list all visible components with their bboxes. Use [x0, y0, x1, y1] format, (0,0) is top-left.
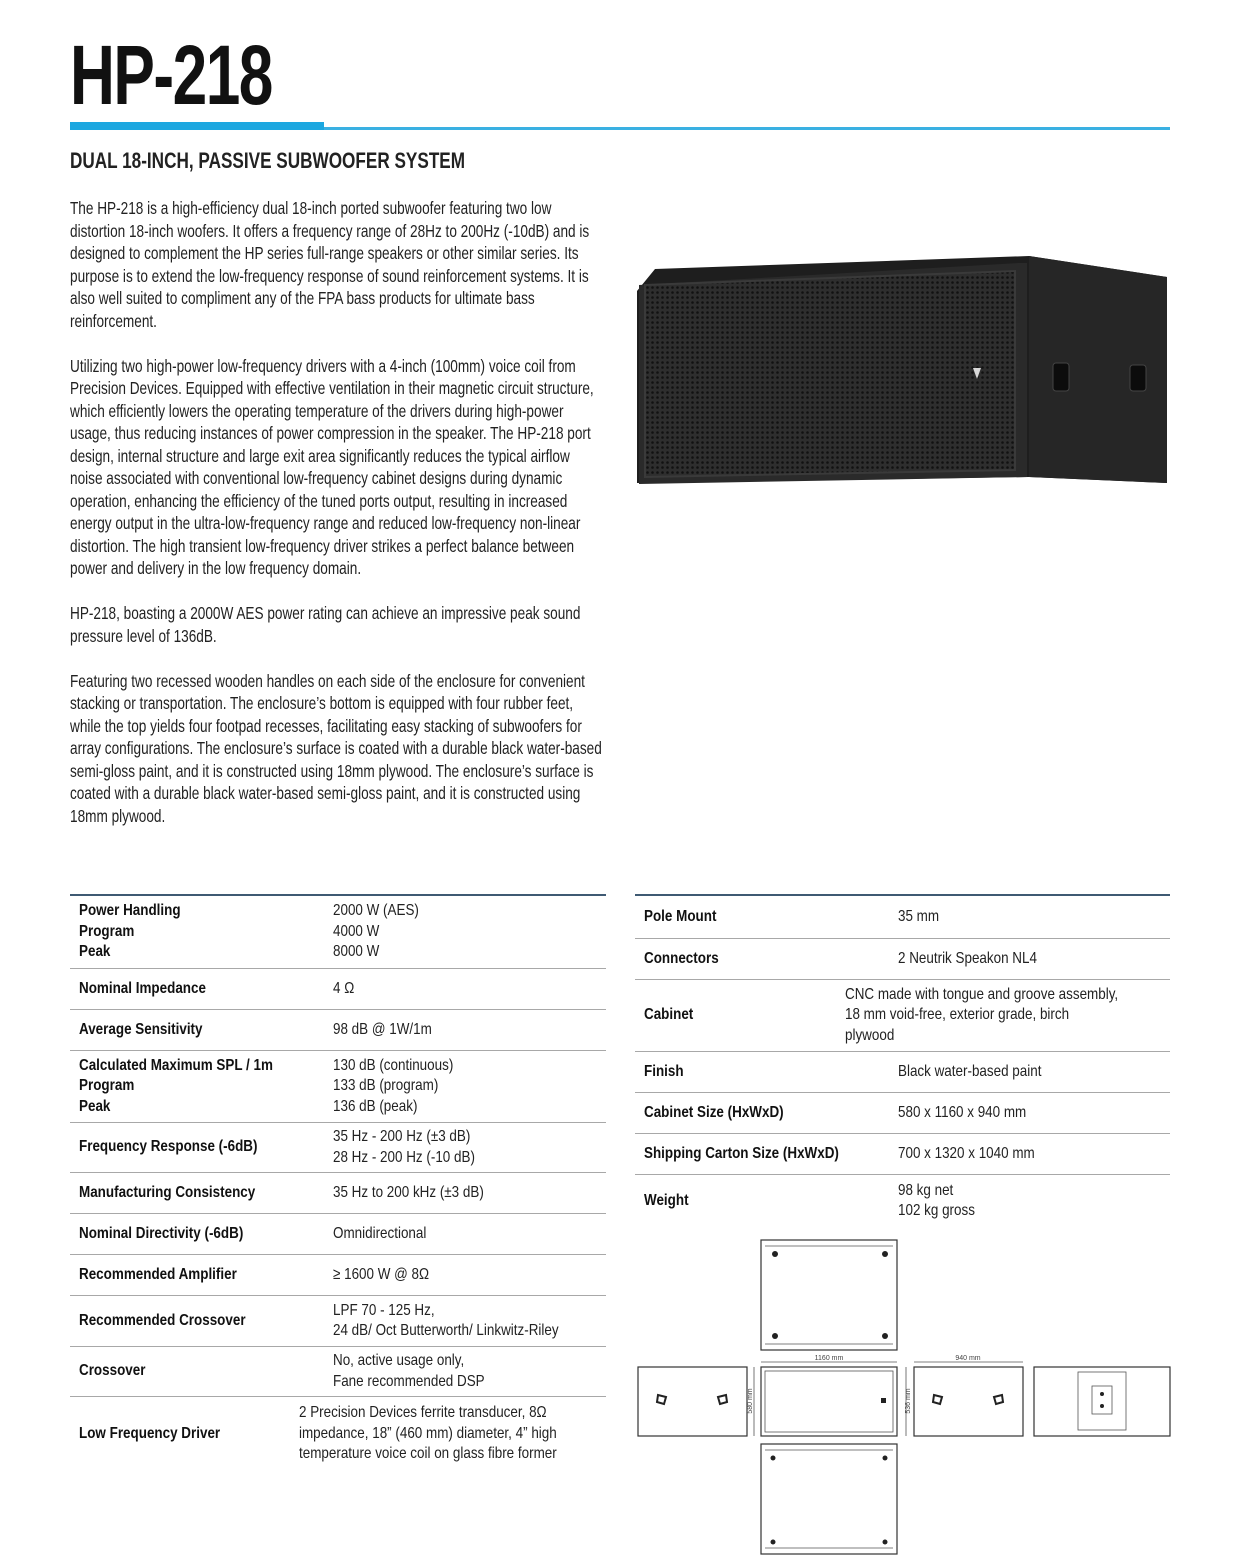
spec-row-cabinet — [635, 980, 1170, 1052]
spec-value: 28 Hz - 200 Hz (-10 dB) — [333, 1148, 475, 1166]
side-view-left — [638, 1367, 747, 1436]
spec-label: Cabinet Size (HxWxD) — [644, 1103, 784, 1121]
spec-value: 700 x 1320 x 1040 mm — [898, 1144, 1035, 1162]
description-paragraph: The HP-218 is a high-efficiency dual 18-inch ported subwoofer featuring two low distortion 18-inch woofers. It offers a frequency range of 28Hz to 200Hz (-10dB) and is designed to complement the HP series full-range speakers or other similar series. Its purpose is to extend the low-frequency response of sound reinforcement systems. It is also well suited to compliment any of the FPA bass products for ultimate bass reinforcement. — [70, 198, 590, 331]
spec-label: Cabinet — [644, 1006, 694, 1024]
front-view — [761, 1367, 897, 1436]
spec-row-connectors — [635, 939, 1170, 980]
description-paragraph: Featuring two recessed wooden handles on each side of the enclosure for convenient stacking or transportation. The enclosure’s bottom is equipped with four rubber feet, while the top yields four footpad recesses, facilitating easy stacking of subwoofers for array configurations. The enclosure’s surface is coated with a durable black water-based semi-gloss paint, and it is constructed using 18mm plywood. The enclosure’s surface is coated with a durable black water-based semi-gloss paint, and it is constructed using 18mm plywood. — [70, 670, 602, 826]
spec-label: Crossover — [79, 1362, 146, 1380]
spec-label: Nominal Directivity (-6dB) — [79, 1224, 244, 1242]
bottom-view — [761, 1444, 897, 1554]
spec-value: 133 dB (program) — [333, 1077, 439, 1095]
spec-value: 4 Ω — [333, 979, 355, 997]
description-paragraph: HP-218, boasting a 2000W AES power rating can achieve an impressive peak sound pressure level of 136dB. — [70, 603, 581, 646]
dimension-drawings — [636, 1236, 1171, 1556]
spec-row-nominal-directivity — [70, 1214, 606, 1255]
spec-row-power-handling — [70, 896, 606, 969]
spec-value: 35 Hz - 200 Hz (±3 dB) — [333, 1128, 471, 1145]
spec-label: Program — [79, 922, 135, 940]
spec-label: Pole Mount — [644, 907, 717, 925]
product-image — [635, 255, 1167, 485]
height-dimension-label-front: 580 mm — [747, 1388, 754, 1414]
spec-value: 4000 W — [333, 922, 380, 940]
spec-value: CNC made with tongue and groove assembly, — [844, 985, 1118, 1003]
spec-row-recommended-crossover — [70, 1296, 606, 1347]
spec-value: No, active usage only, — [333, 1352, 465, 1369]
spec-row-manufacturing-consistency — [70, 1173, 606, 1214]
spec-value: temperature voice coil on glass fibre former — [299, 1445, 557, 1463]
width-dimension-label: 1160 mm — [814, 1355, 844, 1362]
spec-row-weight — [635, 1175, 1170, 1227]
spec-row-pole-mount — [635, 896, 1170, 939]
spec-label: Finish — [644, 1062, 684, 1080]
spec-label: Calculated Maximum SPL / 1m — [79, 1056, 273, 1074]
spec-value: Fane recommended DSP — [333, 1372, 485, 1390]
spec-value: Black water-based paint — [898, 1062, 1042, 1080]
spec-label: Peak — [79, 1097, 111, 1115]
spec-label: Recommended Amplifier — [79, 1265, 237, 1283]
spec-value: 18 mm void-free, exterior grade, birch — [844, 1006, 1069, 1024]
model-title: HP-218 — [70, 28, 272, 122]
spec-label: Manufacturing Consistency — [79, 1183, 256, 1201]
spec-table-left — [70, 894, 606, 1471]
spec-value: 8000 W — [333, 943, 380, 961]
depth-dimension-label: 940 mm — [955, 1355, 981, 1362]
spec-row-nominal-impedance — [70, 969, 606, 1010]
height-dimension-label-side: 536 mm — [905, 1388, 912, 1414]
spec-value: Omnidirectional — [333, 1224, 427, 1242]
spec-value: 2000 W (AES) — [333, 902, 419, 920]
spec-label: Recommended Crossover — [79, 1311, 246, 1329]
spec-table-right — [635, 894, 1170, 1227]
side-view-right — [914, 1367, 1023, 1436]
spec-value: plywood — [844, 1026, 895, 1044]
spec-value: 102 kg gross — [898, 1202, 975, 1219]
spec-row-frequency-response — [70, 1123, 606, 1173]
spec-label: Average Sensitivity — [79, 1020, 203, 1038]
spec-value: 35 Hz to 200 kHz (±3 dB) — [333, 1183, 484, 1201]
spec-label: Nominal Impedance — [79, 979, 206, 997]
spec-row-recommended-amplifier — [70, 1255, 606, 1296]
spec-label: Connectors — [644, 949, 719, 967]
spec-row-finish — [635, 1052, 1170, 1093]
spec-label: Shipping Carton Size (HxWxD) — [644, 1144, 839, 1162]
spec-value: 98 kg net — [898, 1181, 954, 1199]
spec-value: 2 Neutrik Speakon NL4 — [898, 949, 1037, 967]
rear-view — [1034, 1367, 1170, 1436]
spec-row-low-frequency-driver — [70, 1397, 606, 1471]
spec-value: 35 mm — [898, 907, 940, 925]
top-view — [761, 1240, 897, 1350]
spec-row-average-sensitivity — [70, 1010, 606, 1051]
spec-value: 580 x 1160 x 940 mm — [898, 1103, 1027, 1121]
spec-row-crossover — [70, 1347, 606, 1397]
spec-value: 24 dB/ Oct Butterworth/ Linkwitz-Riley — [333, 1322, 559, 1339]
product-subtitle: DUAL 18-INCH, PASSIVE SUBWOOFER SYSTEM — [70, 148, 466, 173]
spec-row-shipping-carton-size — [635, 1134, 1170, 1175]
spec-label: Weight — [644, 1191, 689, 1209]
description-paragraph: Utilizing two high-power low-frequency drivers with a 4-inch (100mm) voice coil from Precision Devices. Equipped with effective ventilation in their magnetic circuit structure, which efficiently lowers the operating temperature of the drivers during high-power usage, thus reducing instances of power compression in the speaker. The HP-218 port design, internal structure and large exit area significantly reduces the typical airflow noise associated with conventional low-frequency cabinet designs during dynamic operation, enhancing the efficiency of the tuned ports output, resulting in increased energy output in the ultra-low-frequency range and reduced low-frequency non-linear distortion. The high transient low-frequency driver strikes a perfect balance between power and delivery in the low frequency domain. — [70, 355, 594, 578]
spec-label: Power Handling — [79, 902, 181, 920]
spec-label: Program — [79, 1077, 135, 1095]
spec-label: Frequency Response (-6dB) — [79, 1138, 258, 1156]
spec-value: 136 dB (peak) — [333, 1097, 418, 1115]
spec-value: 130 dB (continuous) — [333, 1056, 454, 1074]
spec-label: Peak — [79, 943, 111, 961]
spec-value: LPF 70 - 125 Hz, — [333, 1301, 435, 1319]
spec-row-max-spl — [70, 1051, 606, 1123]
spec-value: 98 dB @ 1W/1m — [333, 1020, 432, 1038]
spec-row-cabinet-size — [635, 1093, 1170, 1134]
spec-value: impedance, 18” (460 mm) diameter, 4” high — [299, 1424, 557, 1442]
spec-value: 2 Precision Devices ferrite transducer, 8Ω — [299, 1404, 547, 1422]
spec-label: Low Frequency Driver — [79, 1424, 221, 1442]
title-accent-bar — [70, 122, 324, 130]
spec-value: ≥ 1600 W @ 8Ω — [333, 1265, 430, 1283]
